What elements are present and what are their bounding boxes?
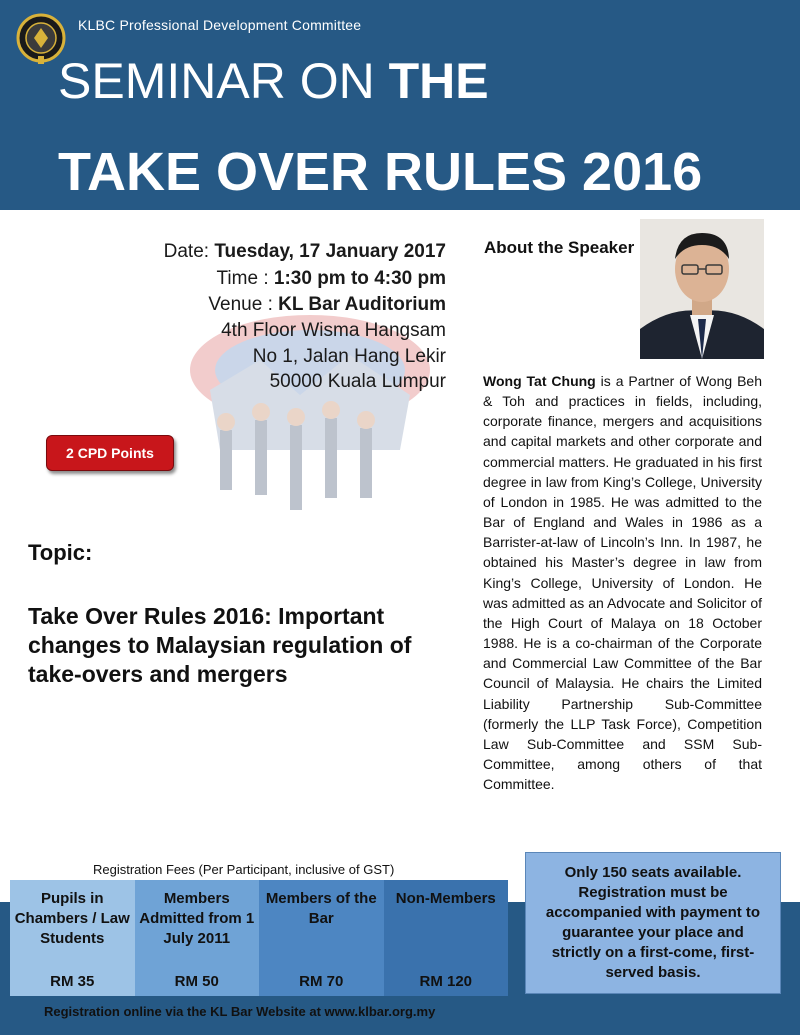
address-line-2: No 1, Jalan Hang Lekir	[252, 346, 446, 367]
fee-price: RM 50	[174, 973, 219, 990]
topic-label: Topic:	[28, 540, 93, 565]
date-label: Date:	[163, 241, 215, 262]
fee-price: RM 70	[299, 973, 344, 990]
time-label: Time :	[216, 268, 274, 289]
fee-category: Members Admitted from 1 July 2011	[139, 890, 255, 947]
fee-column	[384, 880, 509, 996]
venue-value: KL Bar Auditorium	[278, 294, 446, 315]
speaker-name: Wong Tat Chung	[483, 373, 596, 389]
time-value: 1:30 pm to 4:30 pm	[273, 268, 446, 289]
time-row	[217, 269, 446, 288]
venue-label: Venue :	[208, 294, 279, 315]
title-light-text: SEMINAR ON	[58, 53, 389, 109]
fee-price: RM 35	[50, 973, 95, 990]
date-row	[164, 242, 446, 261]
seats-notice-text: Only 150 seats available. Registration must be accompanied with payment to guarantee your place and strictly on a first-come, first-served basis.	[545, 864, 761, 981]
seminar-title-line-1	[58, 53, 489, 109]
title-bold-text: THE	[388, 53, 489, 109]
fees-caption: Registration Fees (Per Participant, inclusive of GST)	[93, 862, 395, 877]
date-value: Tuesday, 17 January 2017	[214, 241, 446, 262]
fee-column	[10, 880, 135, 996]
registration-online-link[interactable]: Registration online via the KL Bar Website at www.klbar.org.my	[44, 1004, 436, 1019]
topic-text: Take Over Rules 2016: Important changes to Malaysian regulation of take-overs and mergers	[28, 603, 412, 687]
seats-notice	[525, 852, 781, 994]
address-line-3: 50000 Kuala Lumpur	[269, 371, 446, 392]
fee-column	[135, 880, 260, 996]
fee-column	[259, 880, 384, 996]
speaker-bio	[483, 371, 762, 794]
speaker-bio-text: is a Partner of Wong Beh & Toh and practices in fields, including, corporate finance, mergers and acquisitions and capital markets and other corporate and commercial matters. He graduated in his first degree in law from King’s College, University of London in 1985. He was admitted to the Bar of England and Wales in 1986 as a Barrister-at-law of Lincoln’s Inn. In 1987, he obtained his Master’s degree in law from King’s College, University of London. He was admitted as an Advocate and Solicitor of the High Court of Malaya on 18 October 1988. He is a co-chairman of the Corporate and Commercial Law Committee of the Bar Council of Malaysia. He chairs the Limited Liability Partnership Sub-Committee (formerly the LLP Task Force), Competition Law Sub-Committee and SSM Sub-Committee, among others of that Committee.	[483, 373, 762, 793]
fee-category: Pupils in Chambers / Law Students	[14, 890, 130, 947]
fees-table	[10, 880, 508, 996]
fee-category: Non-Members	[395, 890, 496, 907]
speaker-portrait	[640, 219, 764, 359]
venue-row	[208, 295, 446, 314]
cpd-points-badge: 2 CPD Points	[46, 435, 174, 471]
seminar-title-line-2: TAKE OVER RULES 2016	[58, 142, 703, 202]
address-line-1: 4th Floor Wisma Hangsam	[221, 320, 446, 341]
about-speaker-heading: About the Speaker	[484, 238, 635, 257]
fee-category: Members of the Bar	[265, 890, 377, 927]
committee-name: KLBC Professional Development Committee	[78, 17, 362, 33]
fee-price: RM 120	[419, 973, 473, 990]
